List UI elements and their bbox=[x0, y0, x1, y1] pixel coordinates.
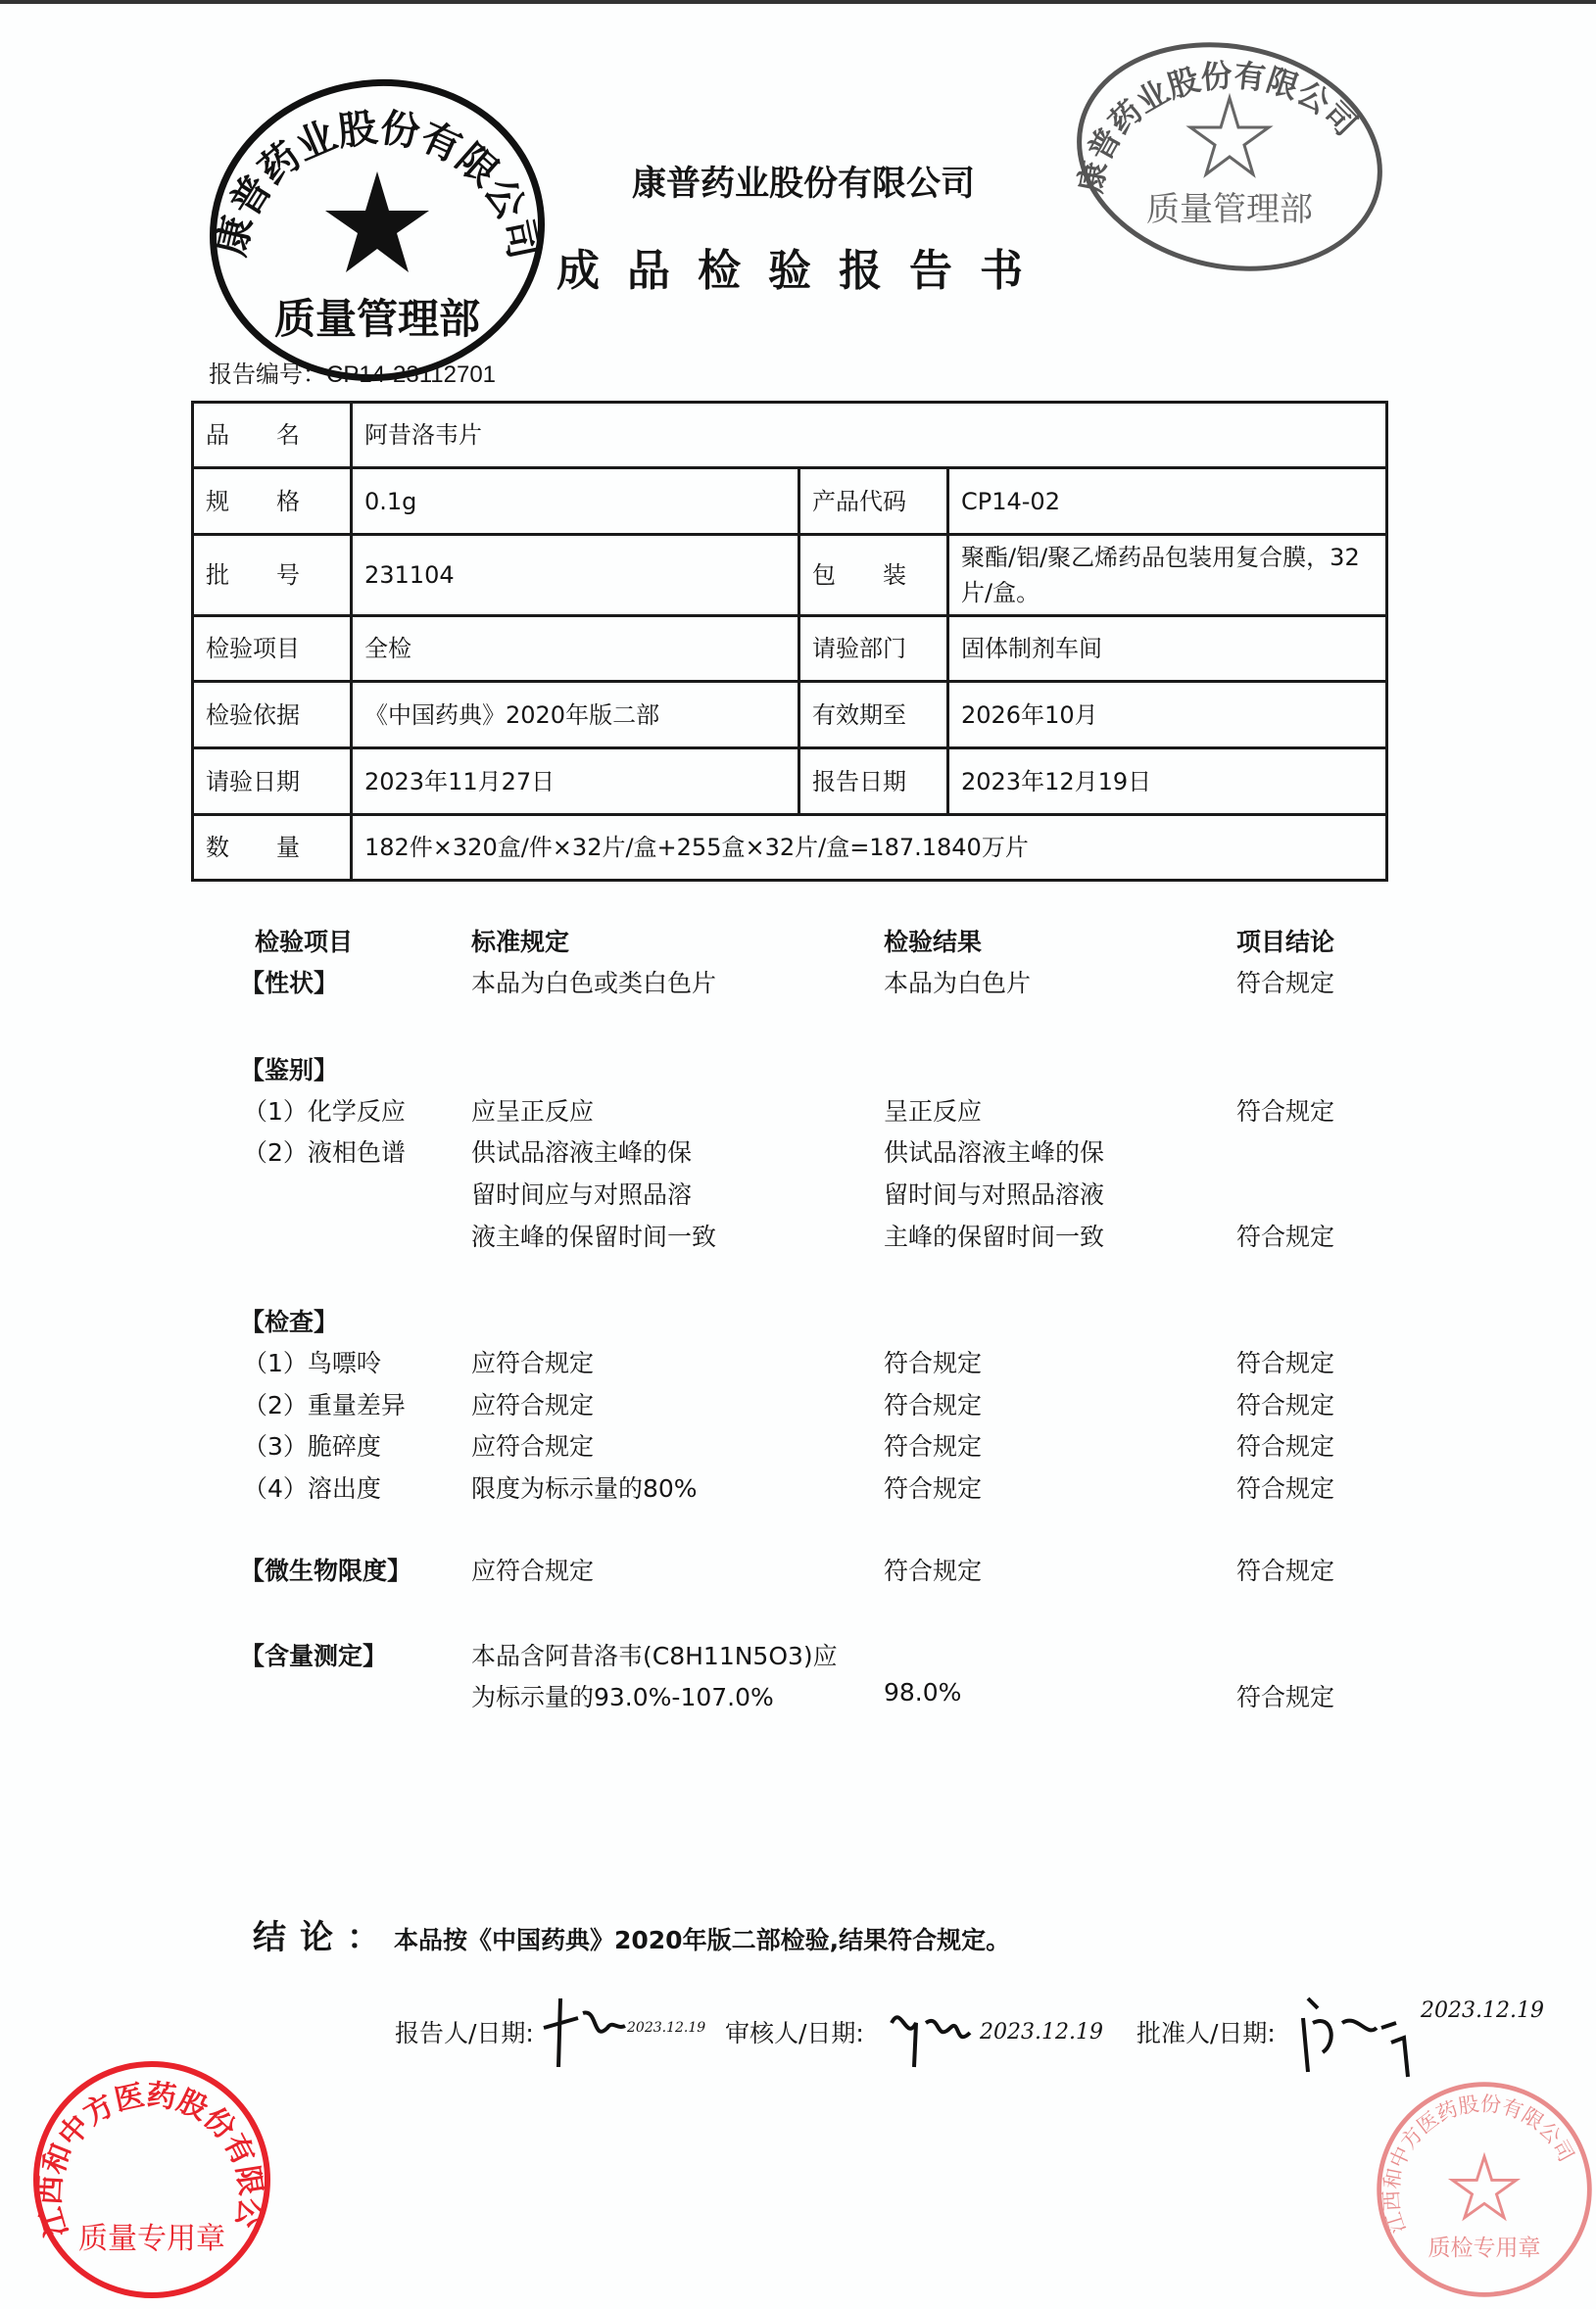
basis-value: 《中国药典》2020年版二部 bbox=[352, 682, 799, 748]
row-standard: 应符合规定 bbox=[471, 1349, 595, 1377]
expiry-value: 2026年10月 bbox=[948, 682, 1387, 748]
row-standard: 应符合规定 bbox=[471, 1391, 595, 1419]
svg-text:质检专用章: 质检专用章 bbox=[1427, 2236, 1541, 2262]
header-standard: 标准规定 bbox=[471, 928, 570, 956]
qa-department-stamp bbox=[196, 69, 558, 392]
report-number-value: CP14-23112701 bbox=[326, 361, 497, 388]
row-conclusion: 符合规定 bbox=[1236, 1683, 1335, 1711]
row-item: （1）化学反应 bbox=[243, 1097, 406, 1126]
row-result: 符合规定 bbox=[884, 1391, 983, 1419]
row-item: （1）鸟嘌呤 bbox=[243, 1349, 381, 1377]
row-conclusion: 符合规定 bbox=[1236, 1223, 1335, 1251]
svg-text:康普药业股份有限公司: 康普药业股份有限公司 bbox=[208, 105, 547, 264]
batch-label: 批 号 bbox=[193, 535, 352, 616]
row-conclusion: 符合规定 bbox=[1236, 1097, 1335, 1126]
batch-value: 231104 bbox=[352, 535, 799, 616]
row-conclusion: 符合规定 bbox=[1236, 1474, 1335, 1503]
inspection-item-label: 检验项目 bbox=[193, 616, 352, 682]
report-date-value: 2023年12月19日 bbox=[948, 748, 1387, 815]
row-result: 留时间与对照品溶液 bbox=[884, 1180, 1105, 1209]
svg-text:江西和中方医药股份有限公司: 江西和中方医药股份有限公司 bbox=[15, 2031, 268, 2241]
row-standard: 应呈正反应 bbox=[471, 1097, 595, 1126]
document-title: 成品检验报告书 bbox=[556, 246, 1050, 296]
reviewer-signature bbox=[887, 1994, 975, 2072]
requesting-dept-label: 请验部门 bbox=[799, 616, 948, 682]
reporter-signature bbox=[539, 1989, 627, 2077]
row-item: 【性状】 bbox=[240, 969, 339, 997]
product-code-label: 产品代码 bbox=[799, 468, 948, 535]
row-standard: 本品为白色或类白色片 bbox=[471, 969, 717, 997]
conclusion-text: 本品按《中国药典》2020年版二部检验,结果符合规定。 bbox=[394, 1926, 1011, 1954]
row-standard: 应符合规定 bbox=[471, 1557, 595, 1585]
star-outline-icon bbox=[1452, 2156, 1516, 2217]
row-conclusion: 符合规定 bbox=[1236, 969, 1335, 997]
row-result: 供试品溶液主峰的保 bbox=[884, 1138, 1105, 1167]
spec-value: 0.1g bbox=[352, 468, 799, 535]
reviewer-date: 2023.12.19 bbox=[980, 2020, 1103, 2044]
svg-text:质量管理部: 质量管理部 bbox=[273, 295, 481, 343]
product-name-label: 品 名 bbox=[193, 403, 352, 468]
header-conclusion: 项目结论 bbox=[1236, 928, 1335, 956]
row-item: （3）脆碎度 bbox=[243, 1432, 381, 1461]
scan-edge bbox=[0, 0, 1596, 4]
requesting-dept-value: 固体制剂车间 bbox=[948, 616, 1387, 682]
approver-label: 批准人/日期: bbox=[1137, 2019, 1276, 2047]
package-label: 包 装 bbox=[799, 535, 948, 616]
package-value: 聚酯/铝/聚乙烯药品包装用复合膜，32片/盒。 bbox=[948, 535, 1387, 616]
row-conclusion: 符合规定 bbox=[1236, 1432, 1335, 1461]
header-result: 检验结果 bbox=[884, 928, 983, 956]
red-quality-seal bbox=[15, 2031, 274, 2302]
quantity-value: 182件×320盒/件×32片/盒+255盒×32片/盒=187.1840万片 bbox=[352, 815, 1387, 881]
corner-inspection-seal bbox=[1372, 2077, 1596, 2302]
request-date-value: 2023年11月27日 bbox=[352, 748, 799, 815]
row-item: 【检查】 bbox=[240, 1308, 339, 1336]
row-standard: 液主峰的保留时间一致 bbox=[471, 1223, 717, 1251]
product-name-value: 阿昔洛韦片 bbox=[352, 403, 1387, 468]
row-result: 主峰的保留时间一致 bbox=[884, 1223, 1105, 1251]
row-item: 【含量测定】 bbox=[240, 1642, 388, 1670]
reviewer-label: 审核人/日期: bbox=[725, 2019, 864, 2047]
row-item: （2）重量差异 bbox=[243, 1391, 406, 1419]
row-conclusion: 符合规定 bbox=[1236, 1557, 1335, 1585]
row-result: 98.0% bbox=[884, 1678, 962, 1707]
reporter-label: 报告人/日期: bbox=[395, 2019, 534, 2047]
row-standard: 限度为标示量的80% bbox=[471, 1474, 698, 1503]
row-standard: 应符合规定 bbox=[471, 1432, 595, 1461]
report-number-label: 报告编号： bbox=[209, 361, 326, 388]
basis-label: 检验依据 bbox=[193, 682, 352, 748]
product-info-table bbox=[191, 401, 1388, 882]
svg-text:质量专用章: 质量专用章 bbox=[78, 2222, 225, 2256]
inspection-item-value: 全检 bbox=[352, 616, 799, 682]
row-result: 符合规定 bbox=[884, 1474, 983, 1503]
spec-label: 规 格 bbox=[193, 468, 352, 535]
company-name: 康普药业股份有限公司 bbox=[631, 165, 975, 204]
row-conclusion: 符合规定 bbox=[1236, 1349, 1335, 1377]
row-item: 【鉴别】 bbox=[240, 1056, 339, 1084]
row-item: （4）溶出度 bbox=[243, 1474, 381, 1503]
row-result: 符合规定 bbox=[884, 1349, 983, 1377]
row-result: 本品为白色片 bbox=[884, 969, 1032, 997]
conclusion-label: 结论： bbox=[253, 1918, 394, 1957]
svg-text:康普药业股份有限公司: 康普药业股份有限公司 bbox=[1071, 56, 1365, 196]
reporter-date: 2023.12.19 bbox=[627, 2020, 706, 2036]
row-result: 符合规定 bbox=[884, 1557, 983, 1585]
row-item: 【微生物限度】 bbox=[240, 1557, 412, 1585]
header-item: 检验项目 bbox=[255, 928, 354, 956]
approver-date: 2023.12.19 bbox=[1421, 1998, 1544, 2023]
approver-signature bbox=[1298, 1984, 1411, 2092]
product-code-value: CP14-02 bbox=[948, 468, 1387, 535]
svg-text:江西和中方医药股份有限公司: 江西和中方医药股份有限公司 bbox=[1378, 2091, 1579, 2237]
quantity-label: 数 量 bbox=[193, 815, 352, 881]
conclusion bbox=[253, 1910, 1010, 1958]
row-result: 符合规定 bbox=[884, 1432, 983, 1461]
row-standard: 本品含阿昔洛韦(C8H11N5O3)应 bbox=[471, 1642, 838, 1670]
row-standard: 供试品溶液主峰的保 bbox=[471, 1138, 693, 1167]
row-conclusion: 符合规定 bbox=[1236, 1391, 1335, 1419]
expiry-label: 有效期至 bbox=[799, 682, 948, 748]
report-date-label: 报告日期 bbox=[799, 748, 948, 815]
row-standard: 留时间应与对照品溶 bbox=[471, 1180, 693, 1209]
report-number bbox=[209, 355, 496, 389]
row-result: 呈正反应 bbox=[884, 1097, 983, 1126]
row-standard: 为标示量的93.0%-107.0% bbox=[471, 1683, 774, 1711]
row-item: （2）液相色谱 bbox=[243, 1138, 406, 1167]
svg-text:质量管理部: 质量管理部 bbox=[1146, 190, 1313, 229]
request-date-label: 请验日期 bbox=[193, 748, 352, 815]
